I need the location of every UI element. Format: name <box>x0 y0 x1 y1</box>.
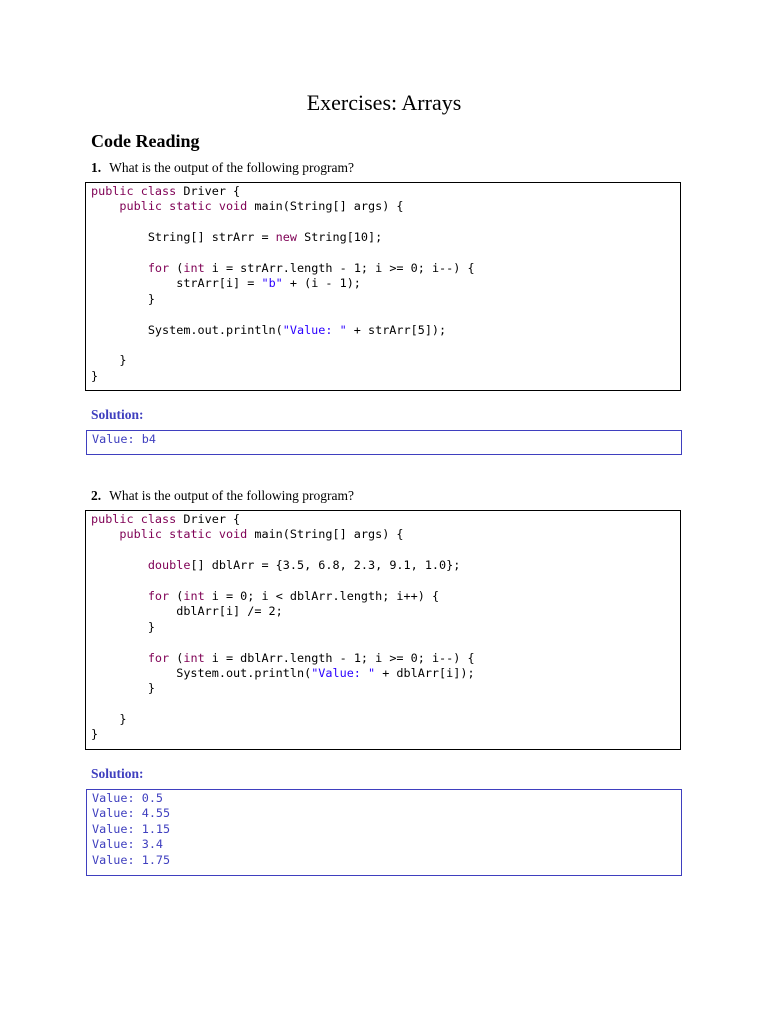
solution-1-box <box>86 430 682 455</box>
code-line <box>91 184 675 199</box>
code-text <box>91 527 119 541</box>
code-text: } <box>91 619 155 634</box>
code-line <box>91 635 675 650</box>
code-keyword: public static void <box>119 199 248 214</box>
question-1 <box>91 159 354 177</box>
code-text: dblArr[i] /= 2; <box>91 604 283 619</box>
code-line <box>91 246 675 261</box>
code-line <box>91 558 675 573</box>
code-text: } <box>91 727 99 742</box>
code-line <box>91 620 675 635</box>
code-keyword: public class <box>91 512 177 526</box>
code-line <box>91 589 675 604</box>
code-text: Driver { <box>176 184 241 198</box>
code-text: System.out.println( <box>91 322 283 337</box>
code-text: + dblArr[i]); <box>375 665 475 680</box>
code-text: + strArr[5]); <box>346 322 447 337</box>
code-text: } <box>91 291 155 306</box>
code-line <box>91 276 675 291</box>
code-line <box>91 261 675 276</box>
solution-2-box <box>86 789 682 876</box>
code-text: ( <box>169 588 184 603</box>
code-line <box>91 604 675 619</box>
code-keyword: public static void <box>119 527 248 542</box>
solution-line: Value: 4.55 <box>92 806 171 821</box>
code-text: ( <box>169 650 184 665</box>
code-keyword: for <box>147 588 170 603</box>
code-line <box>91 353 675 368</box>
code-text: strArr[i] = <box>91 276 262 291</box>
code-text <box>91 558 148 572</box>
code-line <box>91 543 675 558</box>
code-text: main(String[] args) { <box>247 199 404 214</box>
question-2-prompt: What is the output of the following program? <box>109 488 354 503</box>
solution-line: Value: b4 <box>92 432 156 446</box>
code-text: i = dblArr.length - 1; i >= 0; i--) { <box>204 650 475 665</box>
code-text <box>91 199 119 213</box>
code-keyword: for <box>147 260 170 275</box>
code-text: main(String[] args) { <box>247 527 404 542</box>
code-line <box>91 681 675 696</box>
solution-line: Value: 0.5 <box>92 791 164 805</box>
code-string: "b" <box>261 276 283 291</box>
solution-1-label: Solution: <box>91 407 144 422</box>
code-text: } <box>91 353 127 368</box>
code-text: String[] strArr = <box>91 230 276 245</box>
solution-line: Value: 3.4 <box>92 837 164 852</box>
code-text: } <box>91 368 99 383</box>
code-keyword: public class <box>91 184 177 198</box>
code-text: } <box>91 681 155 696</box>
code-line <box>91 727 675 742</box>
code-line <box>91 292 675 307</box>
code-line <box>91 338 675 353</box>
code-line <box>91 712 675 727</box>
code-text: System.out.println( <box>91 665 312 680</box>
code-text <box>91 261 148 275</box>
code-text: + (i - 1); <box>282 276 361 291</box>
code-line <box>91 697 675 712</box>
code-line <box>91 527 675 542</box>
code-line <box>91 307 675 322</box>
code-text: } <box>91 712 127 727</box>
code-line <box>91 215 675 230</box>
code-block-1 <box>85 182 681 391</box>
question-1-number: 1. <box>91 160 102 175</box>
code-text: i = strArr.length - 1; i >= 0; i--) { <box>204 260 475 275</box>
code-block-2 <box>85 510 681 750</box>
code-line <box>91 323 675 338</box>
code-string: "Value: " <box>282 322 347 337</box>
question-2-number: 2. <box>91 488 102 503</box>
code-line <box>91 199 675 214</box>
code-text: String[10]; <box>296 230 383 245</box>
code-text <box>91 589 148 603</box>
code-keyword: double <box>147 558 191 573</box>
code-line <box>91 651 675 666</box>
code-text: i = 0; i < dblArr.length; i++) { <box>204 588 440 603</box>
code-keyword: int <box>183 588 205 603</box>
code-line <box>91 574 675 589</box>
code-text <box>91 651 148 665</box>
code-line <box>91 369 675 384</box>
code-keyword: int <box>183 650 205 665</box>
code-text: [] dblArr = {3.5, 6.8, 2.3, 9.1, 1.0}; <box>190 558 461 573</box>
code-keyword: int <box>183 260 205 275</box>
solution-line: Value: 1.75 <box>92 852 171 867</box>
code-text: ( <box>169 260 184 275</box>
code-string: "Value: " <box>311 665 376 680</box>
code-keyword: for <box>147 650 170 665</box>
code-line <box>91 666 675 681</box>
solution-2-label: Solution: <box>91 766 144 781</box>
section-title: Code Reading <box>91 131 200 151</box>
solution-line: Value: 1.15 <box>92 821 171 836</box>
code-keyword: new <box>275 230 297 245</box>
page-title: Exercises: Arrays <box>306 90 462 115</box>
question-1-prompt: What is the output of the following program? <box>109 160 354 175</box>
code-text: Driver { <box>176 512 241 526</box>
question-2 <box>91 487 354 505</box>
code-line <box>91 230 675 245</box>
code-line <box>91 512 675 527</box>
